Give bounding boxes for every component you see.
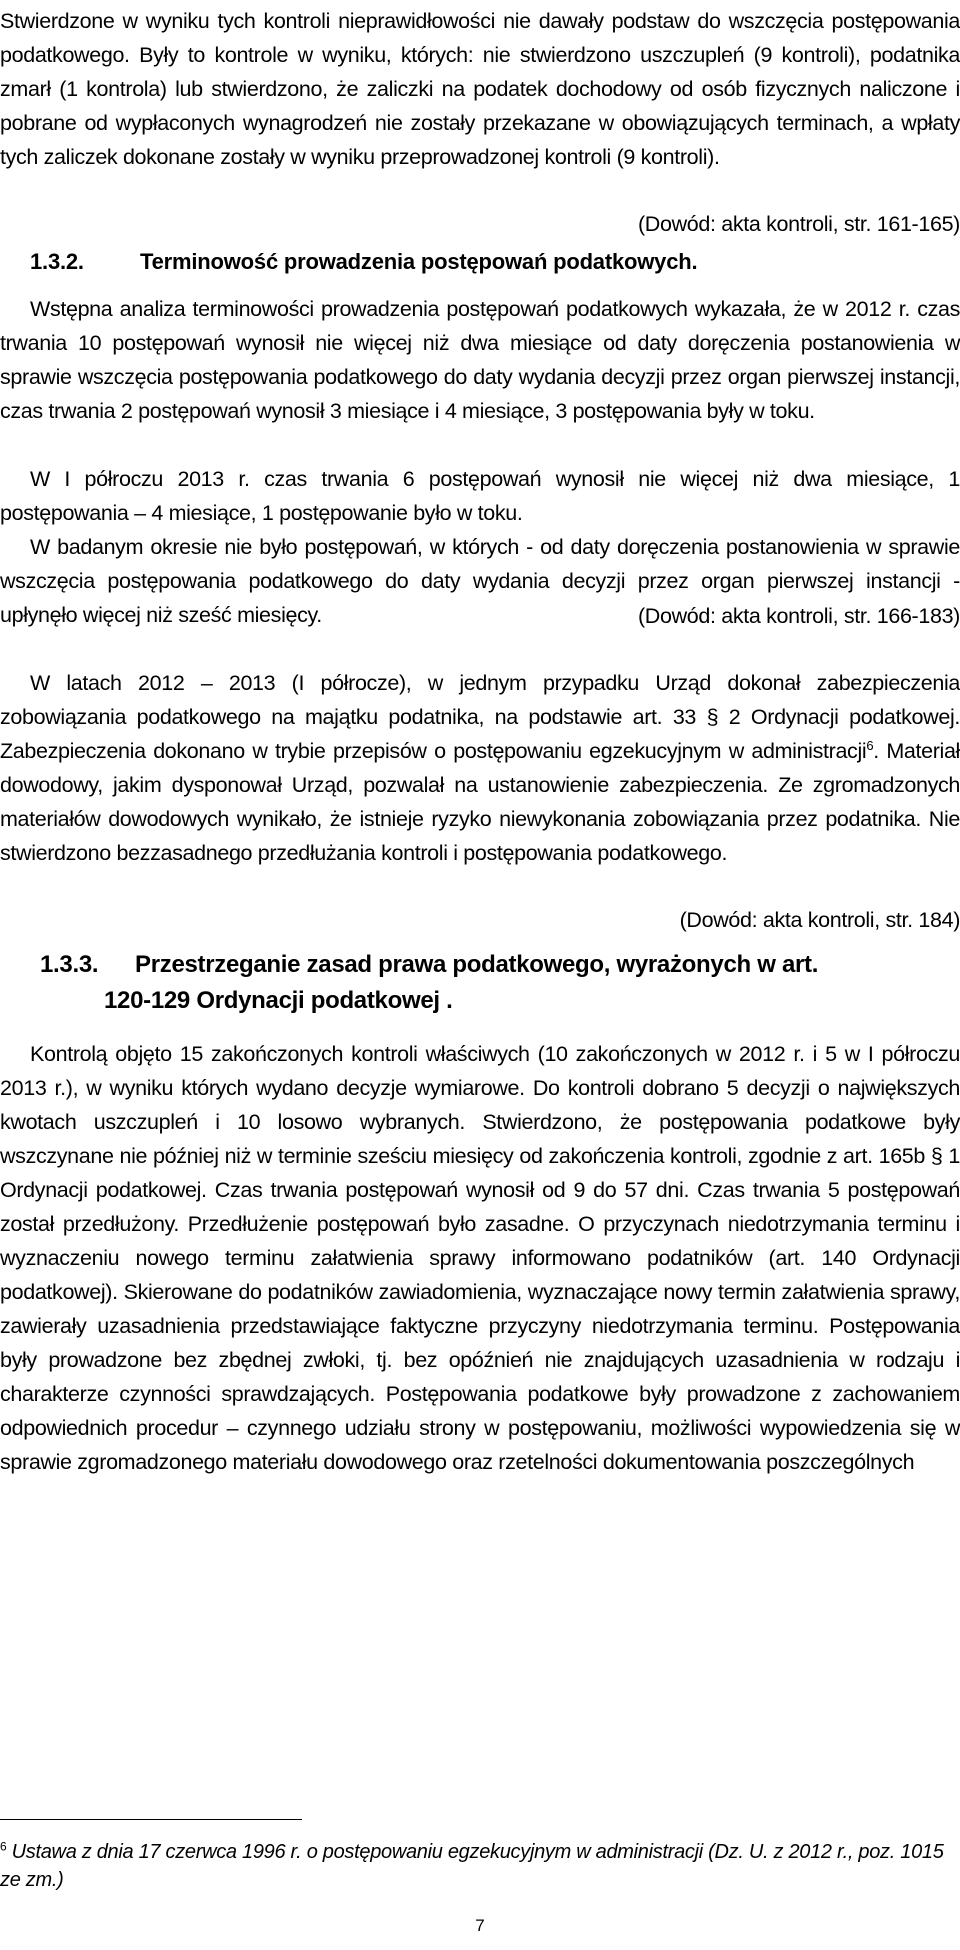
footnote-number: 6 bbox=[0, 1839, 7, 1854]
paragraph-kontrole-wyniki: Stwierdzone w wyniku tych kontroli nieprawidłowości nie dawały podstaw do wszczęcia postępowania podatkowego. Były to kontrole w wyniku, których: nie stwierdzono uszczupleń (9 kontroli), podatnika zmarł (1 kontrola) lub stwierdzono, że zaliczki na podatek dochodowy od osób fizycznych naliczone i pobrane od wypłaconych wynagrodzeń nie zostały przekazane w obowiązujących terminach, a wpłaty tych zaliczek dokonane zostały w wyniku przeprowadzonej kontroli (9 kontroli). bbox=[0, 9, 960, 169]
footnote bbox=[0, 1838, 960, 1894]
section-title-line2: 120-129 Ordynacji podatkowej . bbox=[104, 987, 453, 1014]
paragraph-terminowosc-2012: Wstępna analiza terminowości prowadzenia postępowań podatkowych wykazała, że w 2012 r. czas trwania 10 postępowań wynosił nie więcej niż dwa miesiące od daty doręczenia postanowienia w sprawie wszczęcia postępowania podatkowego do daty wydania decyzji przez organ pierwszej instancji, czas trwania 2 postępowań wynosił 3 miesiące i 4 miesiące, 3 postępowania były w toku. bbox=[0, 297, 960, 423]
paragraph-polrocze-2013: W I półroczu 2013 r. czas trwania 6 postępowań wynosił nie więcej niż dwa miesiące, 1 postępowania – 4 miesiące, 1 postępowanie było w toku. bbox=[0, 467, 960, 525]
paragraph-badany-okres: W badanym okresie nie było postępowań, w których - od daty doręczenia postanowienia w sprawie wszczęcia postępowania podatkowego do daty wydania decyzji przez organ pierwszej instancji - upłynęło więcej niż sześć miesięcy. bbox=[0, 535, 960, 627]
section-heading-1-3-3 bbox=[40, 947, 960, 1019]
section-heading-1-3-2 bbox=[30, 245, 697, 279]
evidence-reference: (Dowód: akta kontroli, str. 161-165) bbox=[637, 212, 960, 236]
evidence-reference: (Dowód: akta kontroli, str. 184) bbox=[679, 908, 960, 932]
footnote-separator bbox=[0, 1819, 302, 1820]
section-number: 1.3.2. bbox=[30, 249, 84, 274]
section-number: 1.3.3. bbox=[40, 951, 99, 978]
page-number: 7 bbox=[475, 1916, 485, 1935]
section-title-line1: Przestrzeganie zasad prawa podatkowego, wyrażonych w art. bbox=[135, 951, 819, 978]
paragraph-zabezpieczenie: W latach 2012 – 2013 (I półrocze), w jednym przypadku Urząd dokonał zabezpieczenia zobowiązania podatkowego na majątku podatnika, na podstawie art. 33 § 2 Ordynacji podatkowej. Zabezpieczenia dokonano w trybie przepisów o postępowaniu egzekucyjnym w administracji$^6$. Materiał dowodowy, jakim dysponował Urząd, pozwalał na ustanowienie zabezpieczenia. Ze zgromadzonych materiałów dowodowych wynikało, że istnieje ryzyko niewykonania zobowiązania przez podatnika. Nie stwierdzono bezzasadnego przedłużania kontroli i postępowania podatkowego. bbox=[0, 671, 960, 865]
footnote-ref: 6 bbox=[866, 737, 874, 753]
paragraph-kontrola-15-postepowan: Kontrolą objęto 15 zakończonych kontroli właściwych (10 zakończonych w 2012 r. i 5 w I półroczu 2013 r.), w wyniku których wydano decyzje wymiarowe. Do kontroli dobrano 5 decyzji o największych kwotach uszczupleń i 10 losowo wybranych. Stwierdzono, że postępowania podatkowe były wszczynane nie później niż w terminie sześciu miesięcy od zakończenia kontroli, zgodnie z art. 165b § 1 Ordynacji podatkowej. Czas trwania postępowań wynosił od 9 do 57 dni. Czas trwania 5 postępowań został przedłużony. Przedłużenie postępowań było zasadne. O przyczynach niedotrzymania terminu i wyznaczeniu nowego terminu załatwienia sprawy informowano podatników (art. 140 Ordynacji podatkowej). Skierowane do podatników zawiadomienia, wyznaczające nowy termin załatwienia sprawy, zawierały uzasadnienia przedstawiające faktyczne przyczyny niedotrzymania terminu. Postępowania były prowadzone bez zbędnej zwłoki, tj. bez opóźnień nie znajdujących uzasadnienia w rodzaju i charakterze czynności sprawdzających. Postępowania podatkowe były prowadzone z zachowaniem odpowiednich procedur – czynnego udziału strony w postępowaniu, możliwości wypowiedzenia się w sprawie zgromadzonego materiału dowodowego oraz rzetelności dokumentowania poszczególnych bbox=[0, 1042, 960, 1474]
section-title: Terminowość prowadzenia postępowań podatkowych. bbox=[140, 249, 698, 274]
footnote-text: Ustawa z dnia 17 czerwca 1996 r. o postępowaniu egzekucyjnym w administracji (Dz. U. z 2012 r., poz. 1015 ze zm.) bbox=[0, 1841, 944, 1891]
evidence-reference: (Dowód: akta kontroli, str. 166-183) bbox=[637, 604, 960, 628]
